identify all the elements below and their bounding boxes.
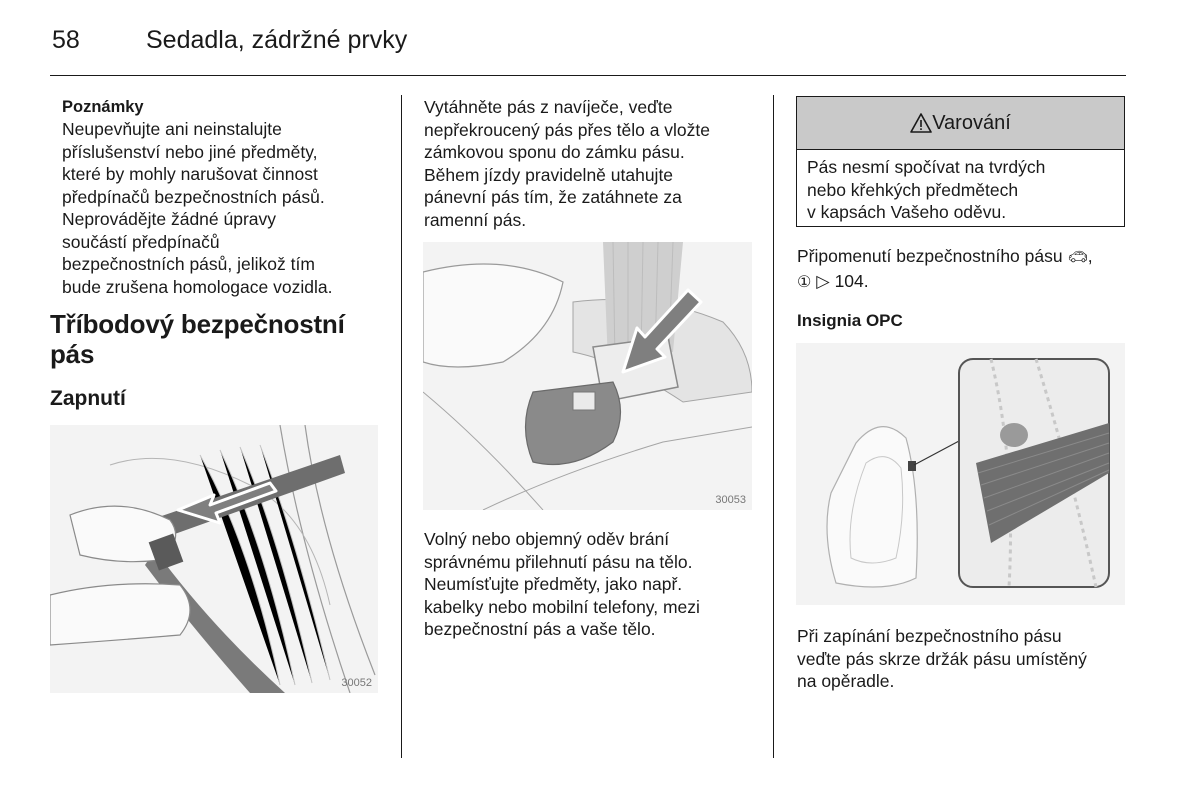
- text-line: Neprovádějte žádné úpravy: [62, 209, 277, 229]
- text-line: Během jízdy pravidelně utahujte: [424, 164, 674, 185]
- subheading-insignia-opc: Insignia OPC: [797, 311, 903, 330]
- text-line: Neupevňujte ani neinstalujte: [62, 119, 282, 139]
- text-line: součástí předpínačů: [62, 231, 220, 252]
- warning-triangle-icon: [910, 113, 932, 133]
- text-line: kabelky nebo mobilní telefony, mezi: [424, 596, 700, 617]
- figure-illustration: [796, 343, 1125, 605]
- figure-belt-guide-opc: [796, 343, 1125, 605]
- warning-text: [797, 150, 1124, 230]
- section-heading-line: Tříbodový bezpečnostní: [50, 309, 345, 339]
- text-line: bezpečnostní pás a vaše tělo.: [424, 619, 656, 639]
- text-line: Připomenutí bezpečnostního pásu 🚗︎,: [797, 246, 1093, 266]
- text-line: nepřekroucený pás přes tělo a vložte: [424, 119, 710, 140]
- text-line: Pás nesmí spočívat na tvrdých: [807, 157, 1046, 177]
- header-rule: [50, 75, 1126, 76]
- figure-illustration: [50, 425, 378, 693]
- column-divider-2: [773, 95, 774, 758]
- section-heading: [50, 309, 390, 369]
- text-line: ramenní pás.: [424, 209, 527, 230]
- text-line: [797, 270, 1137, 295]
- column-divider-1: [401, 95, 402, 758]
- text-line: které by mohly narušovat činnost: [62, 164, 318, 184]
- paragraph-clothing: [424, 528, 764, 641]
- text-line: Neumísťujte předměty, jako např.: [424, 574, 683, 594]
- warning-header: [797, 97, 1124, 150]
- paragraph-pull-belt: [424, 96, 764, 231]
- notes-block: [62, 96, 392, 298]
- figure-number: 30053: [715, 494, 746, 506]
- seatbelt-reminder-icon: 🚗︎: [1067, 249, 1088, 266]
- page-number: 58: [52, 26, 80, 54]
- warning-title: Varování: [932, 111, 1011, 134]
- figure-number: 30052: [341, 677, 372, 689]
- text-line: příslušenství nebo jiné předměty,: [62, 141, 318, 162]
- reminder-text: Připomenutí bezpečnostního pásu: [797, 246, 1063, 266]
- text-line: Při zapínání bezpečnostního pásu: [797, 626, 1062, 646]
- page-reference: 104.: [834, 270, 869, 291]
- notes-text: [62, 118, 392, 298]
- text-line: bezpečnostních pásů, jelikož tím: [62, 254, 315, 274]
- text-line: v kapsách Vašeho oděvu.: [807, 202, 1007, 222]
- text-line: veďte pás skrze držák pásu umístěný: [797, 648, 1087, 669]
- section-heading-line: pás: [50, 339, 95, 369]
- warning-box: [796, 96, 1125, 227]
- text-line: zámkovou sponu do zámku pásu.: [424, 142, 685, 162]
- reference-arrow-icon: ▷: [816, 270, 830, 291]
- page-header-title: Sedadla, zádržné prvky: [146, 26, 408, 54]
- text-line: pánevní pás tím, že zatáhnete za: [424, 187, 682, 207]
- paragraph-belt-guide: [797, 625, 1137, 693]
- text-line: Volný nebo objemný oděv brání: [424, 529, 670, 549]
- seatbelt-reminder-2-icon: ①: [797, 273, 812, 291]
- text-line: Vytáhněte pás z navíječe, veďte: [424, 97, 673, 117]
- text-line: na opěradle.: [797, 671, 895, 691]
- text-line: předpínačů bezpečnostních pásů.: [62, 186, 325, 207]
- figure-buckle-closeup: [423, 242, 752, 510]
- text-line: správnému přilehnutí pásu na tělo.: [424, 551, 693, 572]
- text-line: bude zrušena homologace vozidla.: [62, 276, 333, 297]
- figure-illustration: [423, 242, 752, 510]
- paragraph-belt-reminder: [797, 245, 1137, 294]
- subheading-zapnuti: Zapnutí: [50, 387, 126, 410]
- text-line: nebo křehkých předmětech: [807, 179, 1019, 200]
- notes-heading: Poznámky: [62, 98, 144, 116]
- figure-buckling-belt: [50, 425, 378, 693]
